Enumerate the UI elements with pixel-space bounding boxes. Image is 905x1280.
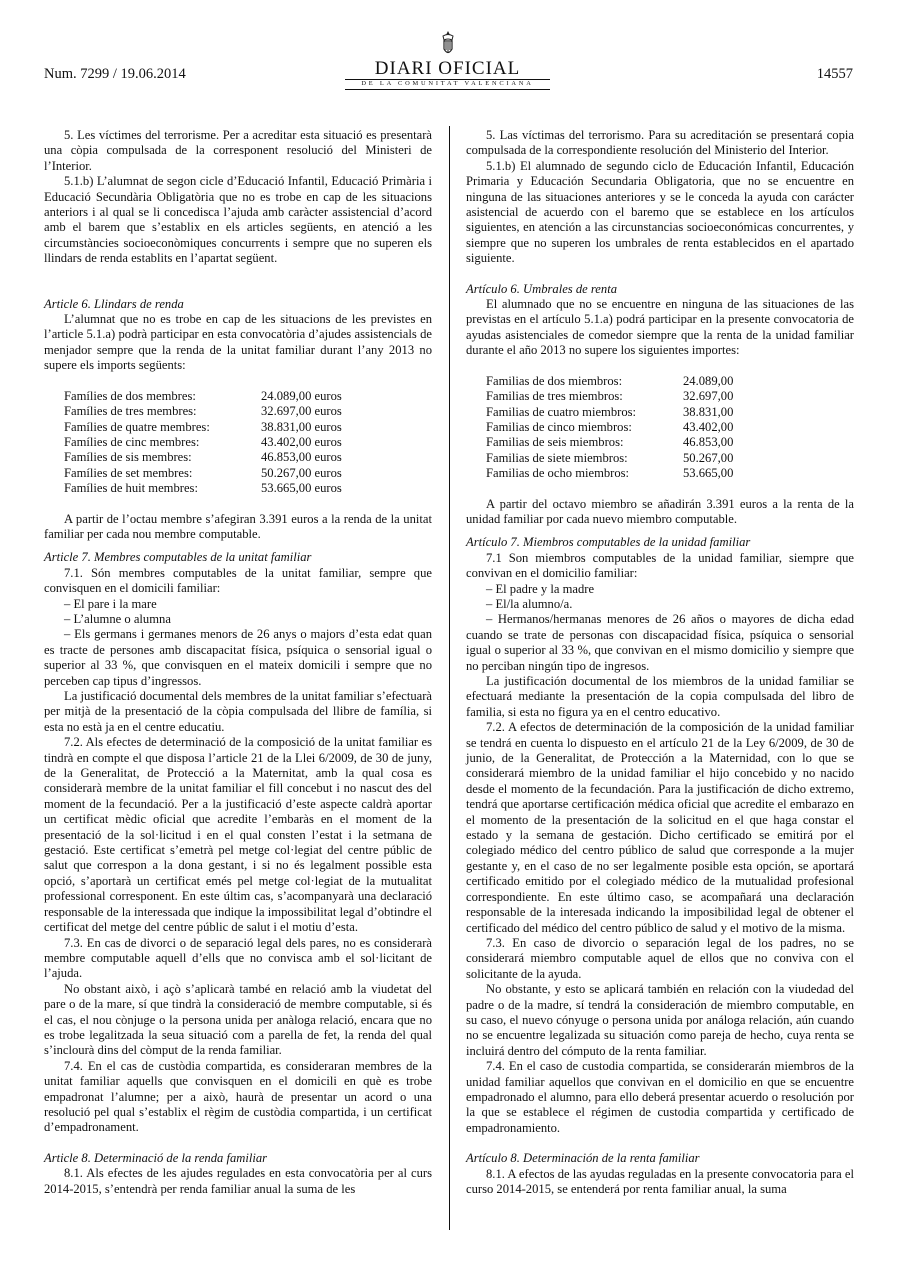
paragraph: 5.1.b) L’alumnat de segon cicle d’Educació Infantil, Educació Primària i Educació Secundària Obligatòria que no es trobe en cap de les situacions anteriors i al qual se li concedisca l’ajuda amb caràcter assistencial d’acord amb el barem que s’establix en els articles següents, en atenció a les circumstàncies socioeconòmiques concurrents i sempre que no superen els llindars de renda establits en l’apartat següent. (44, 174, 432, 266)
paragraph: 7.4. En el cas de custòdia compartida, es consideraran membres de la unitat familiar aquells que convisquen en el domicili en què es trobe empadronat l’alumne; per a això, haurà de presentar un acord o una resolució pel qual s’establix el règim de custòdia compartida, i un certificat d’empadronament. (44, 1058, 432, 1135)
list-item: – El pare i la mare (64, 596, 157, 611)
paragraph: No obstante, y esto se aplicará también en relación con la viudedad del padre o de la madre, sí tendrá la consideración de miembro computable, en su caso, el nuevo cónyuge o persona unida por análoga relación, aún cuando no se encuentre legalizada su situación como pareja de hecho, cuya renta se incluirá dentro del cómputo de la renta familiar. (466, 982, 854, 1058)
table-row: Famílies de dos membres: 24.089,00 euros (64, 388, 342, 403)
paragraph: La justificació documental dels membres de la unitat familiar s’efectuarà per mitjà de la presentació de la còpia compulsada del llibre de família, si esta no està ja en el centre educatiu. (44, 689, 432, 734)
table-row: Familias de seis miembros: 46.853,00 (486, 435, 734, 450)
page-number: 14557 (816, 66, 853, 82)
paragraph: 5. Las víctimas del terrorismo. Para su acreditación se presentará copia compulsada de la correspondiente resolución del Ministerio del Interior. (466, 128, 854, 158)
article-heading: Artículo 7. Miembros computables de la unidad familiar (466, 535, 751, 550)
paragraph: 7.3. En cas de divorci o de separació legal dels pares, no es considerarà membre computable aquell d’ells que no convisca amb el sol·licitant de l’ajuda. (44, 935, 432, 981)
table-row: Famílies de quatre membres: 38.831,00 euros (64, 419, 342, 434)
list-item: – El padre y la madre (486, 581, 595, 596)
paragraph: L’alumnat que no es trobe en cap de les situacions de les previstes en l’article 5.1.a) podrà participar en esta convocatòria d’ajudes assistencials de menjador sempre que la renda de la unitat familiar durant l’any 2013 no supere els imports següents: (44, 312, 432, 373)
paragraph: 7.2. A efectos de determinación de la composición de la unidad familiar se tendrá en cuenta lo dispuesto en el artículo 21 de la Ley 6/2009, de 30 de junio, de la Generalitat, de Protección a la Maternidad, con lo que se considerará miembro de la unidad familiar el hijo concebido y no nacido desde el momento de la fecundación. Para la justificación de dicho extremo, tendrá que aportarse certificación médica oficial que acredite el embarazo en el momento de la presentación de la solicitud en el que haga constar el estado y la semana de gestación. Dicho certificado se emitirá por el colegiado médico del centro público de salud que corresponde a la mujer gestante y, en el caso de no ser legalmente posible esta opción, se aportará certificado emitido por el colegiado médico de la mutualidad profesional correspondiente. En este último caso, se acompañará una declaración responsable de la interesada indicando la imposibilidad legal de obtener el certificado del médico del centro público de salud y el motivo de la misma. (466, 720, 854, 935)
masthead-title: DIARI OFICIAL (374, 58, 521, 79)
article-heading: Article 7. Membres computables de la unitat familiar (44, 550, 312, 565)
paragraph: 7.3. En caso de divorcio o separación legal de los padres, no se considerará miembro computable aquel de ellos que no conviva con el solicitante de la ayuda. (466, 935, 854, 981)
table-row: Familias de cuatro miembros: 38.831,00 (486, 404, 734, 419)
paragraph: No obstant això, i açò s’aplicarà també en relació amb la viudetat del pare o de la mare, sí que tindrà la consideració de membre computable, si és el cas, el nou cònjuge o la persona unida per anàloga relació, encara que no es trobe legalitzada la seua situació com a parella de fet, la renda del qual s’inclourà dins del còmput de la renda familiar. (44, 981, 432, 1058)
list-item: – L’alumne o alumna (64, 611, 171, 626)
paragraph: El alumnado que no se encuentre en ninguna de las situaciones de las previstas en el artículo 5.1.a) podrá participar en la presente convocatoria de ayudas asistenciales de comedor siempre que la renta de la unidad familiar durante el año 2013 no supere los siguientes importes: (466, 297, 854, 358)
paragraph: 5.1.b) El alumnado de segundo ciclo de Educación Infantil, Educación Primaria y Educación Secundaria Obligatoria, que no se encuentre en ninguna de las situaciones anteriores y se le conceda la ayuda con carácter asistencial de acuerdo con el baremo que se establece en los artículos siguientes, en atención a las circunstancias socioeconómicas concurrentes, y siempre que no superen los umbrales de renta establecidos en el apartado siguiente. (466, 158, 854, 266)
masthead (345, 30, 550, 86)
income-threshold-table (64, 389, 342, 497)
paragraph: La justificación documental de los miembros de la unidad familiar se efectuará mediante la presentación de la copia compulsada del libro de familia, si esta no figura ya en el centro educativo. (466, 674, 854, 719)
masthead-rule (345, 89, 550, 90)
paragraph: A partir de l’octau membre s’afegiran 3.391 euros a la renda de la unitat familiar per cada nou membre computable. (44, 511, 432, 541)
table-row: Familias de tres miembros: 32.697,00 (486, 389, 734, 404)
issue-number-date: Num. 7299 / 19.06.2014 (44, 66, 186, 82)
table-row: Famílies de huit membres: 53.665,00 euros (64, 481, 342, 496)
paragraph: 7.4. En el caso de custodia compartida, se considerarán miembros de la unidad familiar aquellos que convivan en el domicilio en que se encuentre empadronado el alumno, para ello deberá presentar acuerdo o resolución por la que se establece el régimen de custodia compartida y certificado de empadronamiento. (466, 1059, 854, 1135)
paragraph: 7.2. Als efectes de determinació de la composició de la unitat familiar es tindrà en compte el que disposa l’article 21 de la Llei 6/2009, de 30 de juny, de la Generalitat, de Protecció a la Maternitat, amb la qual cosa es considerarà membre de la unitat familiar el fill concebut i no nascut des del moment de la fecundació. Per a la justificació d’este aspecte caldrà aportar un certificat mèdic oficial que acredite l’embaràs en el moment de la presentació de la sol·licitud i en el qual consten l’estat i la setmana de gestació. Este certificat s’emetrà pel metge col·legiat del centre públic de salut que correspon a la dona gestant, i si no és legalment possible esta opció, s’aportarà un certificat emés pel metge col·legiat de la mutualitat professional corresponent. En este últim cas, s’acompanyarà una declaració responsable de la interessada que indique la impossibilitat legal d’obtindre el certificat del metge del centre públic de salut i el motiu d’esta. (44, 735, 432, 935)
table-row: Famílies de set membres: 50.267,00 euros (64, 465, 342, 480)
page-header (0, 0, 905, 100)
paragraph: 8.1. A efectos de las ayudas reguladas en la presente convocatoria para el curso 2014-2015, se entenderá por renta familiar anual, la suma (466, 1166, 854, 1196)
table-row: Familias de siete miembros: 50.267,00 (486, 450, 734, 465)
article-heading: Artículo 6. Umbrales de renta (466, 281, 617, 296)
paragraph: 7.1 Son miembros computables de la unidad familiar, siempre que convivan en el domicilio familiar: (466, 550, 854, 581)
column-valencian (44, 128, 432, 1197)
list-item: – Els germans i germanes menors de 26 anys o majors d’esta edat quan es tracte de persones amb discapacitat física, psíquica o sensorial igual o superior al 33 %, que convisquen en el mateix domicili i sempre que no perceben cap tipus d’ingressos. (44, 627, 432, 688)
table-row: Famílies de sis membres: 46.853,00 euros (64, 450, 342, 465)
masthead-subtitle: DE LA COMUNITAT VALENCIANA (361, 80, 534, 87)
list-item: – El/la alumno/a. (486, 596, 573, 611)
paragraph: 8.1. Als efectes de les ajudes regulades en esta convocatòria per al curs 2014-2015, s’entendrà per renda familiar anual la suma de les (44, 1166, 432, 1196)
table-row: Famílies de tres membres: 32.697,00 euros (64, 404, 342, 419)
paragraph: 5. Les víctimes del terrorisme. Per a acreditar esta situació es presentarà una còpia compulsada de la corresponent resolució del Ministeri de l’Interior. (44, 128, 432, 173)
article-heading: Artículo 8. Determinación de la renta familiar (466, 1151, 700, 1166)
article-heading: Article 8. Determinació de la renda familiar (44, 1150, 268, 1165)
table-row: Familias de ocho miembros: 53.665,00 (486, 466, 734, 481)
column-spanish (466, 128, 854, 1197)
coat-of-arms-icon (439, 30, 457, 58)
paragraph: 7.1. Són membres computables de la unitat familiar, sempre que convisquen en el domicili familiar: (44, 565, 432, 596)
income-threshold-table (486, 374, 733, 482)
column-divider (449, 126, 450, 1230)
list-item: – Hermanos/hermanas menores de 26 años o mayores de dicha edad cuando se trate de personas con discapacidad física, psíquica o sensorial igual o superior al 33 %, que convivan en el mismo domicilio y siempre que no perciban ningún tipo de ingresos. (466, 612, 854, 673)
table-row: Familias de cinco miembros: 43.402,00 (486, 419, 734, 434)
table-row: Famílies de cinc membres: 43.402,00 euros (64, 434, 342, 449)
paragraph: A partir del octavo miembro se añadirán 3.391 euros a la renta de la unidad familiar por cada nuevo miembro computable. (466, 496, 854, 526)
article-heading: Article 6. Llindars de renda (44, 296, 184, 311)
table-row: Familias de dos miembros: 24.089,00 (486, 373, 734, 388)
